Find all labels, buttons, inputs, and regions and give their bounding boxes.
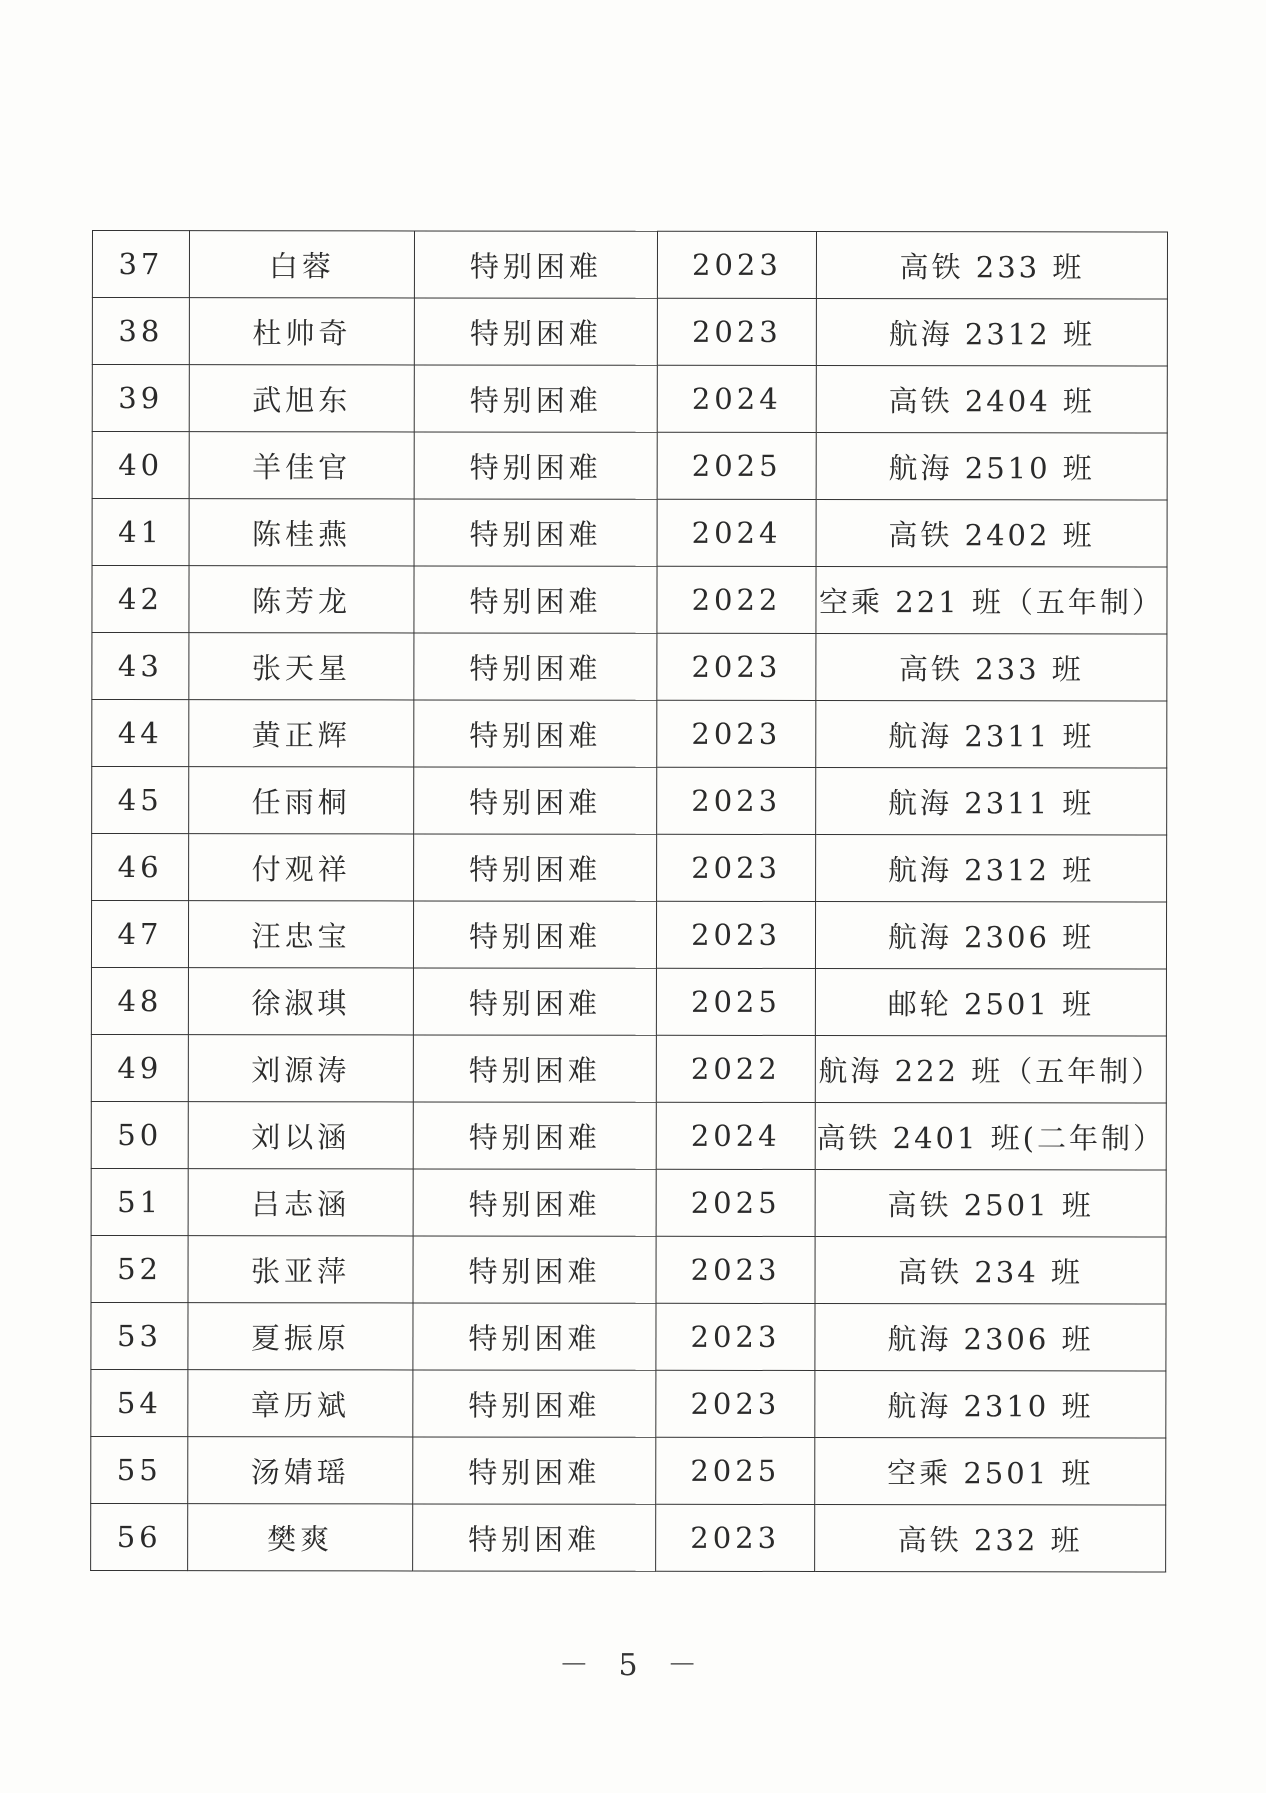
table-row [92, 231, 1167, 300]
cell-enrollment-year: 2022 [657, 566, 816, 633]
cell-enrollment-year: 2023 [656, 1303, 815, 1370]
cell-number: 53 [91, 1302, 188, 1369]
cell-enrollment-year: 2024 [656, 1102, 815, 1169]
cell-difficulty-level: 特别困难 [414, 499, 657, 566]
cell-number: 38 [92, 298, 189, 365]
cell-student-name: 刘以涵 [188, 1102, 413, 1169]
cell-student-name: 张天星 [189, 633, 414, 700]
cell-class: 航海 2306 班 [815, 902, 1166, 969]
cell-student-name: 白蓉 [189, 231, 414, 298]
cell-difficulty-level: 特别困难 [414, 298, 657, 365]
cell-student-name: 陈桂燕 [189, 499, 414, 566]
table-row [92, 834, 1167, 903]
cell-enrollment-year: 2025 [656, 1437, 815, 1504]
cell-enrollment-year: 2023 [657, 834, 816, 901]
cell-student-name: 刘源涛 [188, 1035, 413, 1102]
cell-student-name: 张亚萍 [188, 1236, 413, 1303]
cell-number: 45 [92, 767, 189, 834]
cell-class: 高铁 2404 班 [816, 366, 1167, 433]
cell-student-name: 陈芳龙 [189, 566, 414, 633]
cell-difficulty-level: 特别困难 [413, 1035, 656, 1102]
table-row [91, 901, 1166, 970]
cell-difficulty-level: 特别困难 [413, 1169, 656, 1236]
cell-difficulty-level: 特别困难 [413, 901, 656, 968]
cell-class: 航海 2311 班 [816, 768, 1167, 835]
table-row [92, 566, 1167, 635]
cell-class: 高铁 2401 班(二年制） [815, 1103, 1166, 1170]
cell-enrollment-year: 2025 [656, 1169, 815, 1236]
cell-number: 50 [91, 1101, 188, 1168]
table-row [91, 1302, 1166, 1371]
cell-enrollment-year: 2023 [657, 231, 816, 298]
cell-number: 43 [92, 633, 189, 700]
cell-number: 46 [92, 834, 189, 901]
cell-enrollment-year: 2023 [657, 298, 816, 365]
cell-class: 空乘 221 班（五年制） [816, 567, 1167, 634]
cell-number: 55 [91, 1436, 188, 1503]
cell-class: 航海 222 班（五年制） [815, 1036, 1166, 1103]
cell-enrollment-year: 2023 [656, 1370, 815, 1437]
cell-number: 54 [91, 1369, 188, 1436]
cell-class: 航海 2310 班 [815, 1371, 1166, 1438]
cell-student-name: 樊爽 [188, 1504, 413, 1571]
cell-number: 40 [92, 432, 189, 499]
cell-student-name: 章历斌 [188, 1370, 413, 1437]
cell-student-name: 夏振原 [188, 1303, 413, 1370]
cell-student-name: 杜帅奇 [189, 298, 414, 365]
cell-number: 56 [91, 1503, 188, 1570]
table-row [92, 633, 1167, 702]
cell-number: 52 [91, 1235, 188, 1302]
table-row [91, 1235, 1166, 1304]
table-body [91, 231, 1168, 1572]
cell-difficulty-level: 特别困难 [414, 365, 657, 432]
page-number: － 5 － [558, 1648, 708, 1683]
cell-student-name: 汤婧瑶 [188, 1437, 413, 1504]
cell-difficulty-level: 特别困难 [414, 231, 657, 298]
cell-class: 高铁 2501 班 [815, 1170, 1166, 1237]
table-row [91, 1503, 1166, 1572]
cell-difficulty-level: 特别困难 [413, 1504, 656, 1571]
table-row [92, 499, 1167, 568]
cell-enrollment-year: 2023 [656, 1504, 815, 1571]
cell-difficulty-level: 特别困难 [413, 1236, 656, 1303]
table-row [92, 365, 1167, 434]
cell-difficulty-level: 特别困难 [414, 566, 657, 633]
cell-enrollment-year: 2024 [657, 365, 816, 432]
table-row [91, 1101, 1166, 1170]
cell-student-name: 徐淑琪 [188, 968, 413, 1035]
table-row [91, 968, 1166, 1037]
cell-class: 空乘 2501 班 [815, 1438, 1166, 1505]
table-row [91, 1168, 1166, 1237]
cell-student-name: 汪忠宝 [188, 901, 413, 968]
cell-number: 37 [92, 231, 189, 298]
cell-student-name: 付观祥 [189, 834, 414, 901]
cell-difficulty-level: 特别困难 [413, 1102, 656, 1169]
cell-difficulty-level: 特别困难 [413, 1370, 656, 1437]
cell-enrollment-year: 2023 [657, 700, 816, 767]
cell-class: 航海 2312 班 [816, 299, 1167, 366]
cell-enrollment-year: 2023 [656, 901, 815, 968]
cell-difficulty-level: 特别困难 [414, 700, 657, 767]
cell-class: 高铁 232 班 [815, 1505, 1166, 1572]
cell-number: 41 [92, 499, 189, 566]
cell-difficulty-level: 特别困难 [413, 968, 656, 1035]
table-row [91, 1436, 1166, 1505]
table-row [91, 1034, 1166, 1103]
table-row [92, 298, 1167, 367]
cell-class: 航海 2510 班 [816, 433, 1167, 500]
student-list-table [90, 230, 1168, 1573]
cell-number: 42 [92, 566, 189, 633]
cell-class: 航海 2306 班 [815, 1304, 1166, 1371]
cell-enrollment-year: 2025 [656, 968, 815, 1035]
cell-student-name: 吕志涵 [188, 1169, 413, 1236]
cell-student-name: 任雨桐 [189, 767, 414, 834]
cell-number: 49 [91, 1034, 188, 1101]
cell-enrollment-year: 2023 [656, 1236, 815, 1303]
cell-student-name: 羊佳官 [189, 432, 414, 499]
cell-class: 邮轮 2501 班 [815, 969, 1166, 1036]
cell-enrollment-year: 2025 [657, 432, 816, 499]
cell-number: 39 [92, 365, 189, 432]
cell-class: 航海 2312 班 [816, 835, 1167, 902]
table-row [91, 1369, 1166, 1438]
cell-enrollment-year: 2023 [657, 633, 816, 700]
cell-number: 44 [92, 700, 189, 767]
cell-enrollment-year: 2022 [656, 1035, 815, 1102]
cell-difficulty-level: 特别困难 [414, 633, 657, 700]
cell-difficulty-level: 特别困难 [414, 432, 657, 499]
cell-number: 48 [91, 968, 188, 1035]
cell-enrollment-year: 2023 [657, 767, 816, 834]
cell-number: 47 [91, 901, 188, 968]
cell-student-name: 武旭东 [189, 365, 414, 432]
cell-difficulty-level: 特别困难 [413, 1303, 656, 1370]
cell-class: 高铁 2402 班 [816, 500, 1167, 567]
table-row [92, 700, 1167, 769]
cell-class: 航海 2311 班 [816, 701, 1167, 768]
cell-difficulty-level: 特别困难 [414, 767, 657, 834]
cell-class: 高铁 234 班 [815, 1237, 1166, 1304]
table-row [92, 432, 1167, 501]
table-row [92, 767, 1167, 836]
cell-class: 高铁 233 班 [816, 232, 1167, 299]
cell-student-name: 黄正辉 [189, 700, 414, 767]
cell-difficulty-level: 特别困难 [414, 834, 657, 901]
cell-class: 高铁 233 班 [816, 634, 1167, 701]
cell-number: 51 [91, 1168, 188, 1235]
cell-difficulty-level: 特别困难 [413, 1437, 656, 1504]
cell-enrollment-year: 2024 [657, 499, 816, 566]
